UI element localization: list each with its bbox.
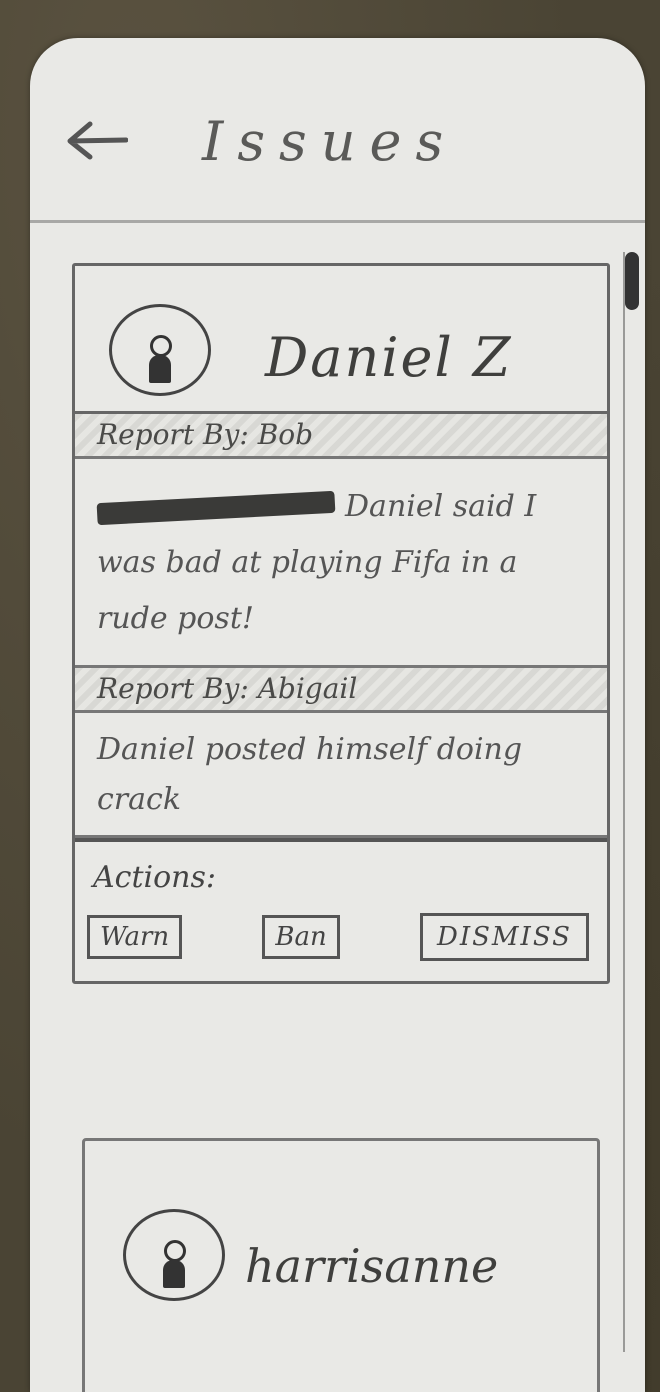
issue-user-row[interactable] [75,266,607,414]
user-avatar-icon [123,1209,225,1301]
report-text: Daniel said I was bad at playing Fifa in a rude post! [97,489,537,636]
report-header: Report By: Abigail [75,668,607,713]
app-screen [30,38,645,1392]
report-body [75,713,607,838]
report-header: Report By: Bob [75,414,607,459]
issue-card[interactable] [82,1138,600,1392]
dismiss-button[interactable]: DISMISS [420,913,589,961]
user-avatar-icon [109,304,211,396]
app-header [30,38,645,223]
actions-label: Actions: [93,860,217,895]
page-title: Issues [202,110,458,173]
issue-username: harrisanne [245,1239,499,1293]
report-text: Daniel posted himself doing crack [97,732,523,817]
issue-username: Daniel Z [265,326,513,389]
redacted-mark [97,491,336,525]
arrow-left-icon[interactable] [64,120,128,160]
header-divider [30,220,645,223]
issue-card [72,263,610,984]
report-body [75,459,607,668]
scroll-thumb[interactable] [625,252,639,310]
warn-button[interactable]: Warn [87,915,182,959]
actions-panel [75,838,607,981]
ban-button[interactable]: Ban [262,915,339,959]
scrollbar[interactable] [623,252,637,1352]
action-buttons [87,913,597,961]
